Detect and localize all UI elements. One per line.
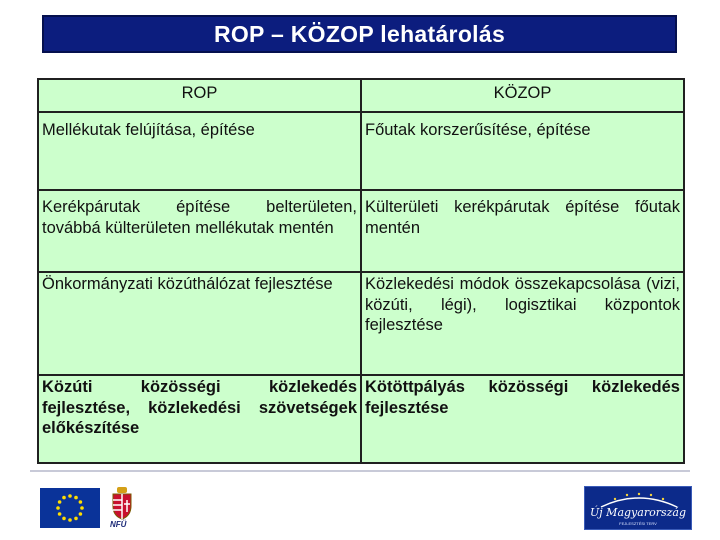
table-row [38,272,684,375]
table-cell-kozop: Kötöttpályás közösségi közlekedés fejlesztése [361,375,684,463]
page-title: ROP – KÖZOP lehatárolás [213,20,506,47]
logo-text: Új Magyarország [590,505,686,519]
logo-subtext: FEJLESZTÉSI TERV [619,521,657,526]
footer-divider [30,470,690,472]
eu-stars [40,488,100,528]
uj-magyarorszag-logo-icon [584,486,692,530]
comparison-table [37,78,685,464]
title-bar [42,15,677,53]
table-row [38,190,684,272]
table-cell-rop: Kerékpárutak építése belterületen, továbbá külterületen mellékutak mentén [38,190,361,272]
table-cell-rop: Önkormányzati közúthálózat fejlesztése [38,272,361,375]
nfu-label: NFÜ [110,520,127,529]
table-row [38,112,684,190]
table-cell-kozop: Főutak korszerűsítése, építése [361,112,684,190]
table-cell-kozop: Külterületi kerékpárutak építése főutak mentén [361,190,684,272]
header-kozop: KÖZOP [361,79,684,112]
table-cell-kozop: Közlekedési módok összekapcsolása (vizi, közúti, légi), logisztikai központok fejlesztése [361,272,684,375]
header-rop: ROP [38,79,361,112]
table-header-row [38,79,684,112]
table-cell-rop: Közúti közösségi közlekedés fejlesztése, közlekedési szövetségek előkészítése [38,375,361,463]
eu-flag-icon [40,488,100,528]
table-row [38,375,684,463]
table-cell-rop: Mellékutak felújítása, építése [38,112,361,190]
